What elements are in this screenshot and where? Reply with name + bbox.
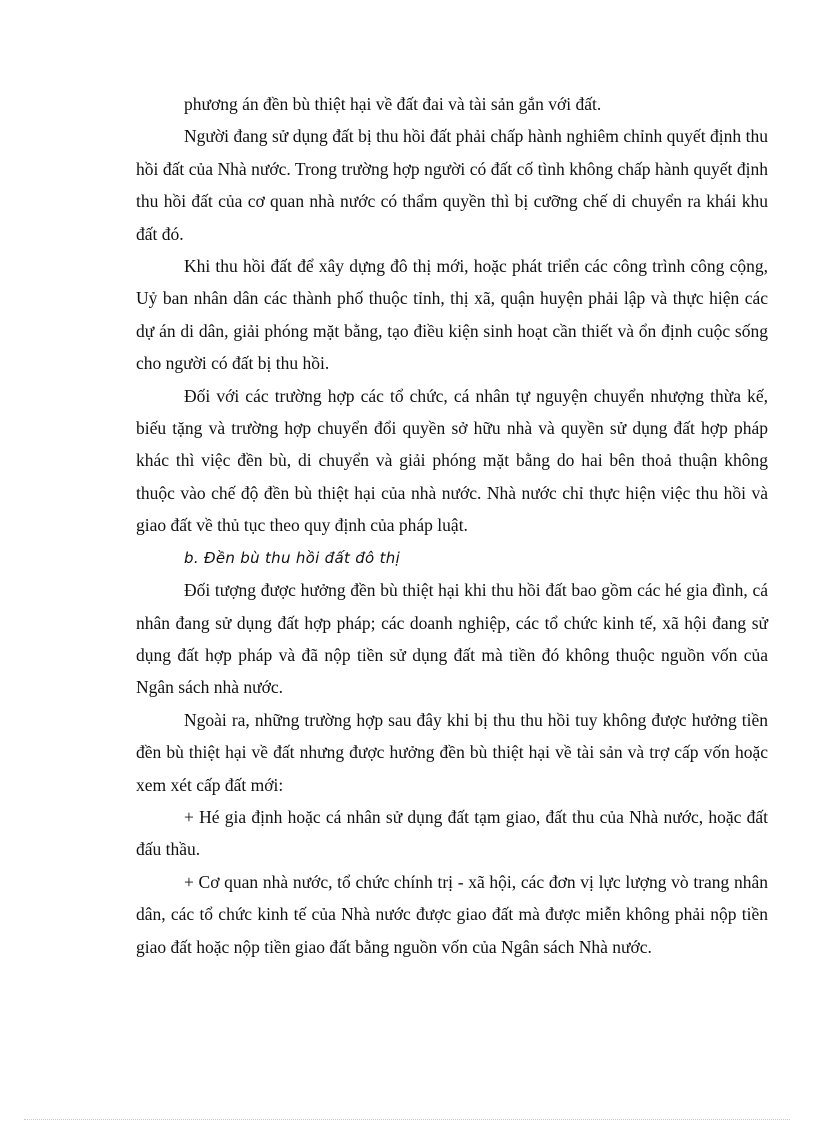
paragraph-eligible-parties: Đối tượng được hưởng đền bù thiệt hại khi thu hồi đất bao gồm các hé gia đình, cá nhân đang sử dụng đất hợp pháp; các doanh nghiệp, các tổ chức kinh tế, xã hội đang sử dụng đất hợp pháp và đã nộp tiền sử dụng đất mà tiền đó không thuộc nguồn vốn của Ngân sách nhà nước.	[136, 580, 768, 698]
list-item-state-agencies: + Cơ quan nhà nước, tổ chức chính trị - xã hội, các đơn vị lực lượng vò trang nhân dân, các tổ chức kinh tế của Nhà nước được giao đất mà được miễn không phải nộp tiền giao đất hoặc nộp tiền giao đất bằng nguồn vốn của Ngân sách Nhà nước.	[136, 871, 768, 957]
paragraph-exceptions: Ngoài ra, những trường hợp sau đây khi bị thu thu hồi tuy không được hưởng tiền đền bù thiệt hại về đất nhưng được hưởng đền bù thiệt hại về tài sản và trợ cấp vốn hoặc xem xét cấp đất mới:	[136, 709, 768, 795]
paragraph-enforcement: Người đang sử dụng đất bị thu hồi đất phải chấp hành nghiêm chỉnh quyết định thu hồi đất của Nhà nước. Trong trường hợp người có đất cố tình không chấp hành quyết định thu hồi đất của cơ quan nhà nước có thẩm quyền thì bị cưỡng chế di chuyển ra khái khu đất đó.	[136, 126, 768, 244]
document-body	[136, 88, 768, 963]
footer-divider	[24, 1119, 790, 1120]
paragraph-voluntary-transfer: Đối với các trường hợp các tổ chức, cá nhân tự nguyện chuyển nhượng thừa kế, biếu tặng và trường hợp chuyển đổi quyền sở hữu nhà và quyền sử dụng đất hợp pháp khác thì việc đền bù, di chuyển và giải phóng mặt bằng do hai bên thoả thuận không thuộc vào chế độ đền bù thiệt hại của nhà nước. Nhà nước chỉ thực hiện việc thu hồi và giao đất về thủ tục theo quy định của pháp luật.	[136, 385, 768, 536]
list-item-temporary-land: + Hé gia định hoặc cá nhân sử dụng đất tạm giao, đất thu của Nhà nước, hoặc đất đấu thầu.	[136, 806, 768, 860]
paragraph-urban-development: Khi thu hồi đất để xây dựng đô thị mới, hoặc phát triển các công trình công cộng, Uỷ ban nhân dân các thành phố thuộc tỉnh, thị xã, quận huyện phải lập và thực hiện các dự án di dân, giải phóng mặt bằng, tạo điều kiện sinh hoạt cần thiết và ổn định cuộc sống cho người có đất bị thu hồi.	[136, 256, 768, 374]
paragraph-continued: phương án đền bù thiệt hại về đất đai và tài sản gắn với đất.	[184, 94, 602, 114]
section-heading: b. Đền bù thu hồi đất đô thị	[184, 548, 401, 567]
